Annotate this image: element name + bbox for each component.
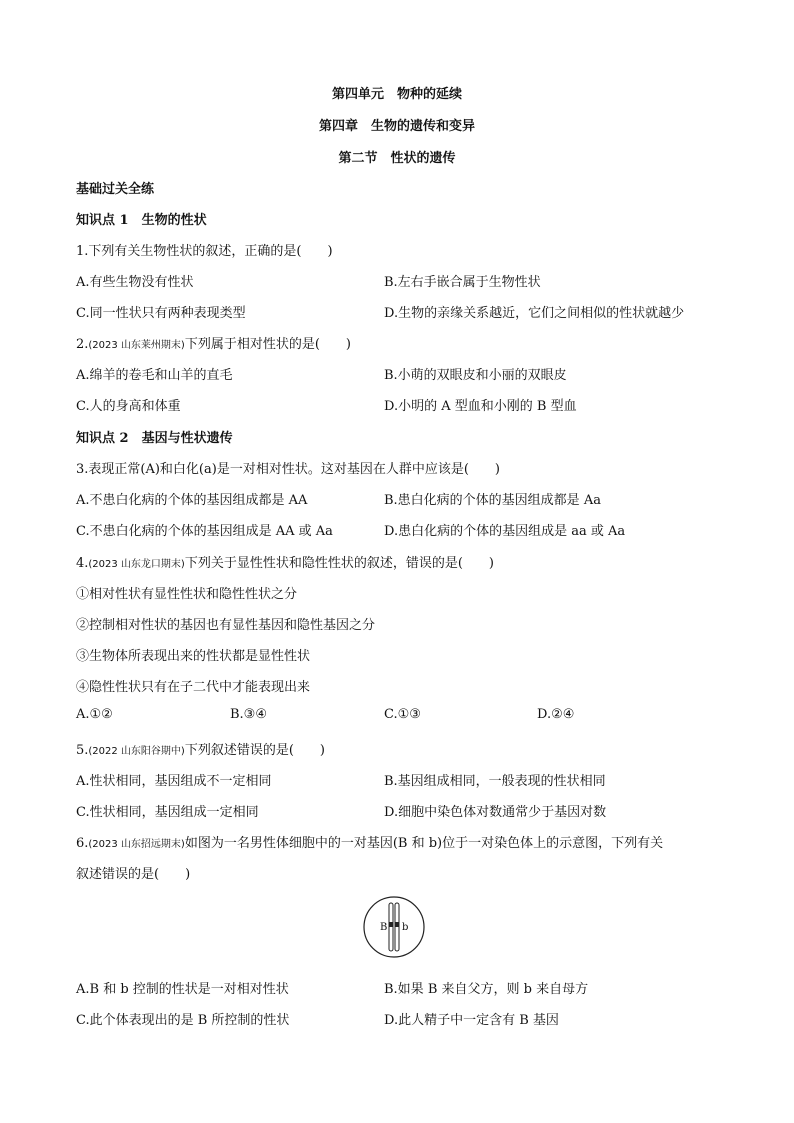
q3-option-a: A.不患白化病的个体的基因组成都是 AA	[76, 493, 308, 508]
q2-option-b: B.小萌的双眼皮和小丽的双眼皮	[384, 368, 567, 383]
q5-number: 5.	[76, 743, 89, 758]
gene-label-b-lower: b	[402, 922, 409, 933]
knowledge-point-1: 知识点 1 生物的性状	[76, 213, 207, 228]
q4-statement-2: ②控制相对性状的基因也有显性基因和隐性基因之分	[76, 618, 376, 633]
q4-option-c: C.①③	[384, 707, 421, 722]
q2-number: 2.	[76, 337, 89, 352]
q6-option-b: B.如果 B 来自父方，则 b 来自母方	[384, 982, 589, 997]
q4-stem-line	[76, 552, 494, 571]
q4-statement-4: ④隐性性状只有在子二代中才能表现出来	[76, 680, 311, 695]
practice-title: 基础过关全练	[76, 182, 155, 197]
unit-title: 第四单元 物种的延续	[331, 87, 462, 102]
gene-b-upper-marker	[389, 922, 393, 927]
cell-outline	[364, 897, 424, 957]
q5-option-c: C.性状相同，基因组成一定相同	[76, 805, 259, 820]
q6-option-a: A.B 和 b 控制的性状是一对相对性状	[76, 982, 289, 997]
q1-option-a: A.有些生物没有性状	[76, 275, 194, 290]
q5-option-d: D.细胞中染色体对数通常少于基因对数	[384, 805, 607, 820]
q2-option-c: C.人的身高和体重	[76, 399, 181, 414]
q5-stem-line	[76, 739, 325, 758]
q5-option-a: A.性状相同，基因组成不一定相同	[76, 774, 272, 789]
q4-option-d: D.②④	[537, 707, 575, 722]
q2-option-d: D.小明的 A 型血和小刚的 B 型血	[384, 399, 577, 414]
q6-source: (2023 山东招远期末)	[88, 839, 185, 850]
q3-option-c: C.不患白化病的个体的基因组成是 AA 或 Aa	[76, 524, 333, 539]
q1-option-c: C.同一性状只有两种表现类型	[76, 306, 246, 321]
q3-option-b: B.患白化病的个体的基因组成都是 Aa	[384, 493, 601, 508]
section-title: 第二节 性状的遗传	[338, 151, 456, 166]
q4-stem: 下列关于显性性状和隐性性状的叙述，错误的是( )	[184, 556, 494, 571]
q6-option-c: C.此个体表现出的是 B 所控制的性状	[76, 1013, 290, 1028]
q3-stem: 3.表现正常(A)和白化(a)是一对相对性状。这对基因在人群中应该是( )	[76, 462, 500, 477]
q6-stem-line	[76, 832, 663, 851]
q6-stem: 如图为一名男性体细胞中的一对基因(B 和 b)位于一对染色体上的示意图，下列有关	[184, 836, 664, 851]
q1-option-b: B.左右手嵌合属于生物性状	[384, 275, 541, 290]
q2-option-a: A.绵羊的卷毛和山羊的直毛	[76, 368, 233, 383]
q5-option-b: B.基因组成相同，一般表现的性状相同	[384, 774, 606, 789]
q2-stem: 下列属于相对性状的是( )	[184, 337, 351, 352]
q4-option-b: B.③④	[230, 707, 267, 722]
q4-statement-3: ③生物体所表现出来的性状都是显性性状	[76, 649, 311, 664]
chapter-title: 第四章 生物的遗传和变异	[318, 119, 475, 134]
q2-source: (2023 山东莱州期末)	[88, 340, 185, 351]
q6-number: 6.	[76, 836, 89, 851]
chromosome-pair-diagram	[362, 895, 426, 959]
q4-number: 4.	[76, 556, 89, 571]
q4-option-a: A.①②	[76, 707, 113, 722]
q1-stem: 1.下列有关生物性状的叙述，正确的是( )	[76, 244, 333, 259]
q3-option-d: D.患白化病的个体的基因组成是 aa 或 Aa	[384, 524, 626, 539]
q2-stem-line	[76, 333, 351, 352]
q5-source: (2022 山东阳谷期中)	[88, 746, 185, 757]
q6-stem-continued: 叙述错误的是( )	[76, 867, 191, 882]
q5-stem: 下列叙述错误的是( )	[184, 743, 325, 758]
gene-label-b-upper: B	[380, 922, 388, 933]
gene-b-lower-marker	[395, 922, 399, 927]
q6-option-d: D.此人精子中一定含有 B 基因	[384, 1013, 559, 1028]
q4-statement-1: ①相对性状有显性性状和隐性性状之分	[76, 587, 298, 602]
q4-source: (2023 山东龙口期末)	[88, 559, 185, 570]
knowledge-point-2: 知识点 2 基因与性状遗传	[76, 431, 233, 446]
q1-option-d: D.生物的亲缘关系越近，它们之间相似的性状就越少	[384, 306, 685, 321]
